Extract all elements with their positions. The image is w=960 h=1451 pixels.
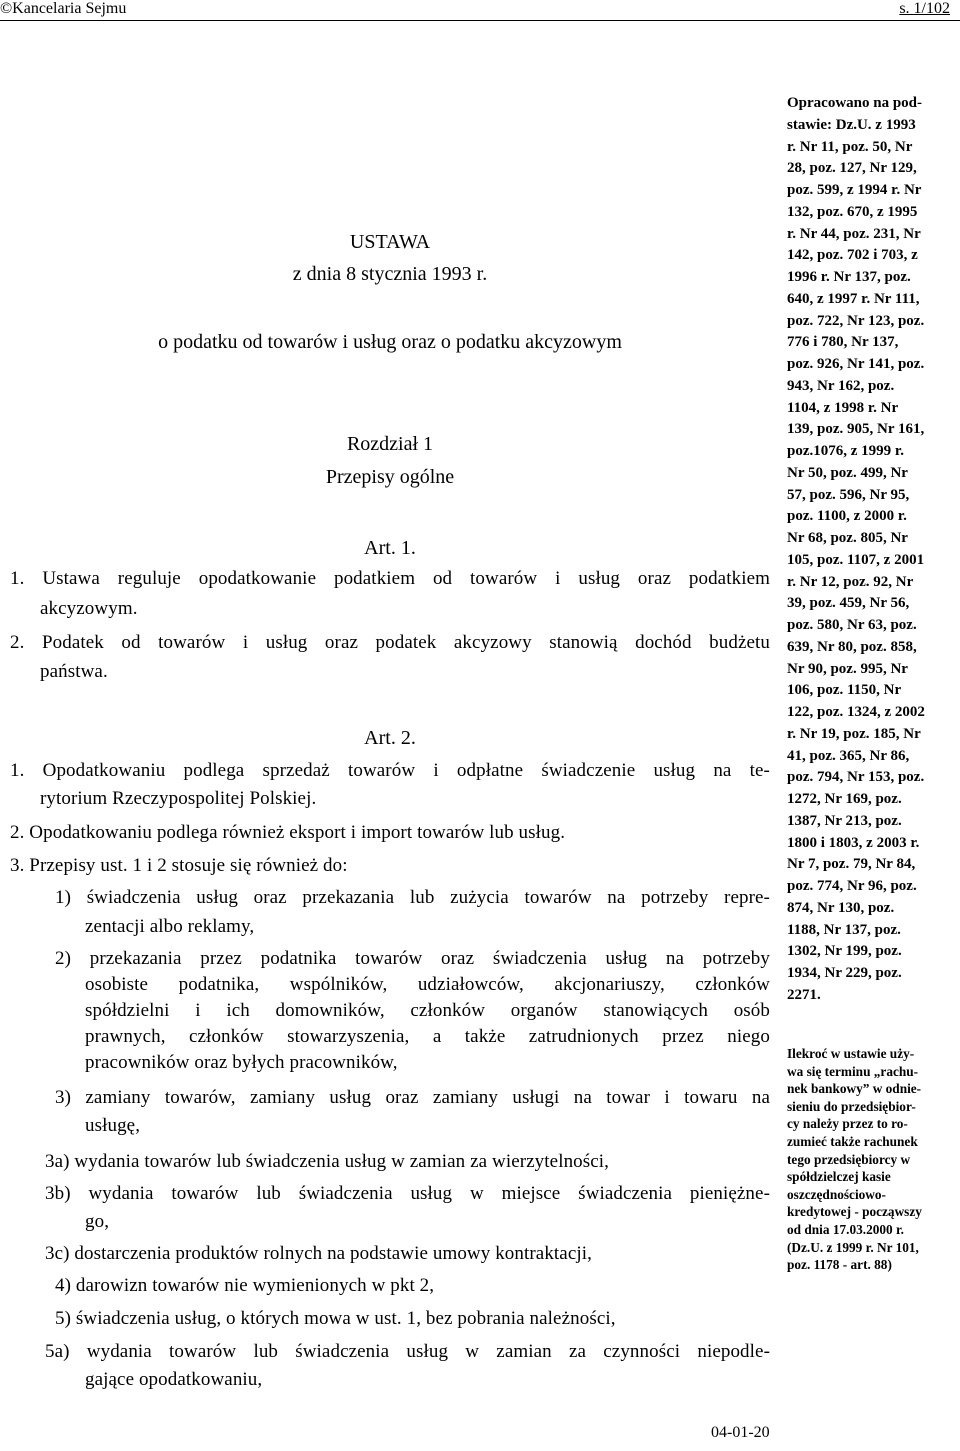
side-note-sources-line: 57, poz. 596, Nr 95, [787, 486, 910, 503]
art1-heading: Art. 1. [364, 537, 416, 559]
item-5: 5) świadczenia usług, o których mowa w ust. 1, bez pobrania należności, [55, 1308, 616, 1329]
side-note-sources-line: 1272, Nr 169, poz. [787, 791, 902, 807]
item-3b-line1: 3b) wydania towarów lub świadczenia usług w miejsce świadczenia pieniężne- [45, 1183, 770, 1204]
side-note-sources-line: 132, poz. 670, z 1995 [787, 203, 918, 220]
art2-p1-line2: rytorium Rzeczypospolitej Polskiej. [40, 788, 317, 809]
side-note-sources-line: 41, poz. 365, Nr 86, [787, 747, 910, 764]
side-note-sources-line: 776 i 780, Nr 137, [787, 334, 899, 351]
item-3-line1: 3) zamiany towarów, zamiany usług oraz zamiany usługi na towar i towaru na [55, 1087, 770, 1108]
act-date: z dnia 8 stycznia 1993 r. [292, 263, 488, 285]
side-note-sources-line: 1302, Nr 199, poz. [787, 943, 902, 960]
side-note-sources-line: 943, Nr 162, poz. [787, 377, 895, 394]
side-note-sources-line: 139, poz. 905, Nr 161, [787, 421, 925, 438]
art1-p1-line1: 1. Ustawa reguluje opodatkowanie podatkiem od towarów i usług oraz podatkiem [10, 568, 770, 589]
side-note-sources-line: Nr 90, poz. 995, Nr [787, 660, 908, 677]
act-type: USTAWA [349, 231, 431, 253]
side-note-sources-line: 122, poz. 1324, z 2002 [787, 704, 925, 720]
side-note-sources-line: 639, Nr 80, poz. 858, [787, 638, 917, 655]
side-note-definition-line: od dnia 17.03.2000 r. [787, 1221, 904, 1237]
art2-p2: 2. Opodatkowaniu podlega również eksport i import towarów lub usług. [10, 822, 566, 843]
side-note-sources-line: 106, poz. 1150, Nr [787, 682, 902, 699]
item-2-line3: spółdzielni i ich domowników, członków organów stanowiących osób [85, 1000, 770, 1021]
side-note-definition-line: kredytowej - począwszy [787, 1204, 922, 1220]
side-note-sources-line: poz. 599, z 1994 r. Nr [787, 182, 922, 198]
item-3-line2: usługę, [85, 1115, 141, 1136]
side-note-definition-line: wa się terminu „rachu- [787, 1063, 919, 1079]
page-number[interactable]: s. 1/102 [899, 0, 950, 17]
side-note-sources-line: r. Nr 44, poz. 231, Nr [787, 225, 921, 242]
side-note-sources-line: Opracowano na pod- [787, 95, 923, 111]
side-note-sources-line: 142, poz. 702 i 703, z [787, 247, 918, 264]
item-1-line1: 1) świadczenia usług oraz przekazania lub zużycia towarów na potrzeby repre- [55, 887, 770, 908]
side-note-sources-line: 2271. [787, 986, 821, 1003]
item-2-line4: prawnych, członków stowarzyszenia, a także zatrudnionych przez niego [85, 1026, 770, 1047]
chapter-number: Rozdział 1 [346, 433, 434, 455]
page-number-link[interactable] [899, 0, 950, 18]
item-3a: 3a) wydania towarów lub świadczenia usług w zamian za wierzytelności, [45, 1151, 610, 1172]
side-note-sources-line: 640, z 1997 r. Nr 111, [787, 290, 920, 307]
item-2-line5: pracowników oraz byłych pracowników, [85, 1052, 398, 1073]
item-1-line2: zentacji albo reklamy, [85, 916, 255, 937]
side-note-sources-line: stawie: Dz.U. z 1993 [787, 116, 916, 133]
side-note-sources-line: 1104, z 1998 r. Nr [787, 399, 899, 416]
item-2-line1: 2) przekazania przez podatnika towarów oraz świadczenia usług na potrzeby [55, 948, 770, 969]
side-note-definition-line: tego przedsiębiorcy w [787, 1151, 911, 1167]
side-note-sources-line: 1996 r. Nr 137, poz. [787, 269, 911, 285]
side-note-sources [787, 93, 959, 1007]
act-subject: o podatku od towarów i usług oraz o podatku akcyzowym [158, 331, 622, 353]
art2-p3: 3. Przepisy ust. 1 i 2 stosuje się również do: [10, 855, 348, 876]
art1-p1-line2: akcyzowym. [40, 598, 138, 619]
art2-heading: Art. 2. [364, 727, 416, 749]
side-note-sources-line: 28, poz. 127, Nr 129, [787, 160, 917, 177]
side-note-definition-line: spółdzielczej kasie [787, 1169, 891, 1185]
side-note-sources-line: poz. 1100, z 2000 r. [787, 508, 907, 525]
item-2-line2: osobiste podatnika, wspólników, udziałowców, akcjonariuszy, członków [85, 974, 770, 995]
side-note-sources-line: poz. 580, Nr 63, poz. [787, 617, 917, 633]
art1-p2-line1: 2. Podatek od towarów i usług oraz podatek akcyzowy stanowią dochód budżetu [10, 632, 770, 653]
side-note-sources-line: r. Nr 11, poz. 50, Nr [787, 138, 913, 155]
side-note-definition-line: cy należy przez to ro- [787, 1116, 908, 1132]
side-note-sources-line: poz.1076, z 1999 r. [787, 443, 904, 459]
side-note-definition-line: nek bankowy” w odnie- [787, 1081, 922, 1097]
side-note-definition-line: (Dz.U. z 1999 r. Nr 101, [787, 1239, 919, 1255]
side-note-definition [787, 1045, 959, 1274]
side-note-definition-line: Ilekroć w ustawie uży- [787, 1046, 915, 1061]
chapter-name: Przepisy ogólne [325, 466, 455, 488]
header-copyright: ©Kancelaria Sejmu [0, 0, 127, 17]
side-note-sources-line: 1387, Nr 213, poz. [787, 812, 902, 829]
item-3b-line2: go, [85, 1211, 110, 1232]
side-note-definition-line: oszczędnościowo- [787, 1186, 886, 1202]
side-note-sources-line: poz. 794, Nr 153, poz. [787, 769, 925, 786]
side-note-sources-line: 105, poz. 1107, z 2001 [787, 551, 925, 568]
side-note-sources-line: r. Nr 12, poz. 92, Nr [787, 573, 914, 590]
side-note-sources-line: poz. 774, Nr 96, poz. [787, 878, 917, 894]
item-4: 4) darowizn towarów nie wymienionych w pkt 2, [55, 1275, 435, 1296]
side-note-sources-line: 1800 i 1803, z 2003 r. [787, 834, 920, 851]
side-note-sources-line: Nr 68, poz. 805, Nr [787, 530, 908, 546]
art2-p1-line1: 1. Opodatkowaniu podlega sprzedaż towarów i odpłatne świadczenie usług na te- [10, 760, 770, 781]
side-note-sources-line: 1188, Nr 137, poz. [787, 921, 901, 938]
item-5a-line2: gające opodatkowaniu, [85, 1369, 263, 1390]
side-note-sources-line: Nr 50, poz. 499, Nr [787, 464, 908, 481]
side-note-definition-line: poz. 1178 - art. 88) [787, 1257, 892, 1273]
side-note-sources-line: Nr 7, poz. 79, Nr 84, [787, 856, 916, 873]
item-5a-line1: 5a) wydania towarów lub świadczenia usług w zamian za czynności niepodle- [45, 1341, 770, 1362]
side-note-sources-line: 39, poz. 459, Nr 56, [787, 595, 910, 612]
side-note-sources-line: r. Nr 19, poz. 185, Nr [787, 725, 921, 742]
side-note-sources-line: 1934, Nr 229, poz. [787, 965, 902, 981]
side-note-definition-line: zumieć także rachunek [787, 1133, 918, 1149]
side-note-sources-line: poz. 926, Nr 141, poz. [787, 356, 925, 372]
item-3c: 3c) dostarczenia produktów rolnych na podstawie umowy kontraktacji, [45, 1243, 592, 1264]
side-note-sources-line: 874, Nr 130, poz. [787, 899, 895, 916]
header-rule [0, 20, 960, 21]
art1-p2-line2: państwa. [40, 661, 108, 682]
side-note-sources-line: poz. 722, Nr 123, poz. [787, 312, 925, 329]
side-note-definition-line: sieniu do przedsiębior- [787, 1098, 916, 1114]
document-date: 04-01-20 [711, 1424, 770, 1441]
